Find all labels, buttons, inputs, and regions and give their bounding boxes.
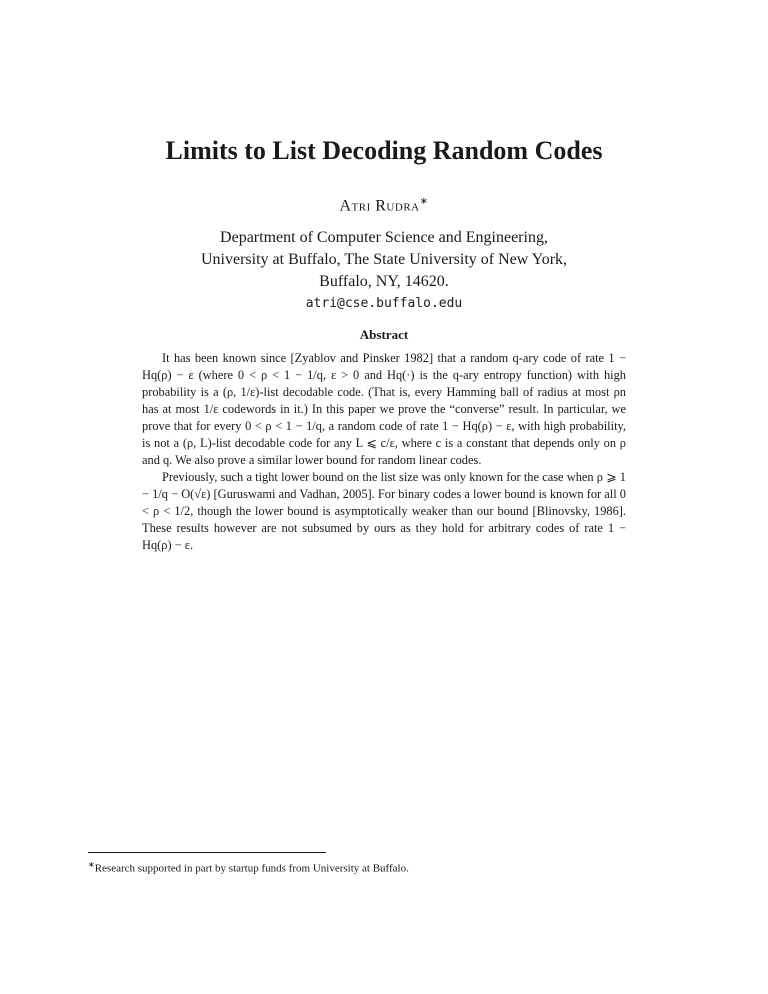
author-email: atri@cse.buffalo.edu [305,296,463,311]
affiliation-line: Department of Computer Science and Engineering, [220,229,548,246]
footnote-mark: ∗ [88,860,95,869]
footnote [88,858,680,876]
author-name-text: Atri Rudra [339,197,420,215]
paper-title: Limits to List Decoding Random Codes [165,136,603,165]
abstract-heading: Abstract [359,327,409,342]
author-footnote-mark: ∗ [419,196,429,207]
abstract-paragraph: Previously, such a tight lower bound on the list size was only known for the case when ρ ⩾ 1 − 1/q − O(√ε) [Guruswami and Vadhan, 2005]. For binary codes a lower bound is known for all 0 < ρ < 1/2, though the lower bound is asymptotically weaker than our bound [Blinovsky, 1986]. These results however are not subsumed by ours as they hold for arbitrary codes of rate 1 − Hq(ρ) − ε. [142,470,626,552]
abstract-paragraph: It has been known since [Zyablov and Pinsker 1982] that a random q-ary code of rate 1 − Hq(ρ) − ε (where 0 < ρ < 1 − 1/q, ε > 0 and Hq(·) is the q-ary entropy function) with high probability is a (ρ, 1/ε)-list decodable code. (That is, every Hamming ball of radius at most ρn has at most 1/ε codewords in it.) In this paper we prove the “converse” result. In particular, we prove that for every 0 < ρ < 1 − 1/q, a random code of rate 1 − Hq(ρ) − ε, with high probability, is not a (ρ, L)-list decodable code for any L ⩽ c/ε, where c is a constant that depends only on ρ and q. We also prove a similar lower bound for random linear codes. [142,351,626,467]
affiliation-line: Buffalo, NY, 14620. [319,273,449,290]
footnote-text: Research supported in part by startup funds from University at Buffalo. [94,862,409,875]
footnote-divider [88,852,326,853]
affiliation-line: University at Buffalo, The State University of New York, [200,251,568,268]
author-name [0,196,768,215]
abstract-body [142,350,626,554]
affiliation-block [0,227,768,315]
